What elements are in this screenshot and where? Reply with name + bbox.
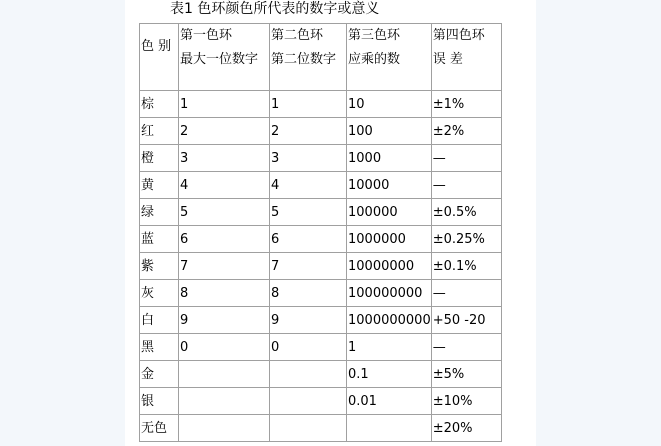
table-row xyxy=(140,145,502,172)
cell-second-digit: 2 xyxy=(270,118,347,145)
cell-multiplier: 10 xyxy=(347,91,432,118)
cell-first-digit: 1 xyxy=(179,91,270,118)
cell-tolerance: +50 -20 xyxy=(431,307,501,334)
table-row xyxy=(140,388,502,415)
cell-second-digit: 9 xyxy=(270,307,347,334)
cell-first-digit xyxy=(179,388,270,415)
cell-multiplier: 10000000 xyxy=(347,253,432,280)
table-row xyxy=(140,226,502,253)
cell-color-name: 黑 xyxy=(140,334,179,361)
cell-first-digit: 9 xyxy=(179,307,270,334)
color-code-table xyxy=(139,23,502,442)
cell-color-name: 金 xyxy=(140,361,179,388)
cell-tolerance: — xyxy=(431,172,501,199)
table-row xyxy=(140,118,502,145)
cell-multiplier: 1 xyxy=(347,334,432,361)
cell-second-digit: 5 xyxy=(270,199,347,226)
cell-second-digit: 7 xyxy=(270,253,347,280)
cell-first-digit: 8 xyxy=(179,280,270,307)
cell-tolerance: — xyxy=(431,280,501,307)
cell-color-name: 银 xyxy=(140,388,179,415)
cell-second-digit xyxy=(270,388,347,415)
table-caption: 表1 色环颜色所代表的数字或意义 xyxy=(170,1,380,17)
table-row xyxy=(140,172,502,199)
cell-tolerance: ±2% xyxy=(431,118,501,145)
table-row xyxy=(140,334,502,361)
cell-multiplier: 1000000 xyxy=(347,226,432,253)
cell-multiplier: 1000000000 xyxy=(347,307,432,334)
cell-color-name: 灰 xyxy=(140,280,179,307)
table-header-row xyxy=(140,24,502,91)
cell-multiplier: 10000 xyxy=(347,172,432,199)
cell-multiplier: 100 xyxy=(347,118,432,145)
cell-tolerance: ±0.5% xyxy=(431,199,501,226)
cell-first-digit xyxy=(179,361,270,388)
cell-color-name: 黄 xyxy=(140,172,179,199)
left-margin-band xyxy=(0,0,125,446)
cell-second-digit: 6 xyxy=(270,226,347,253)
cell-tolerance: ±20% xyxy=(431,415,501,442)
cell-color-name: 橙 xyxy=(140,145,179,172)
cell-first-digit: 2 xyxy=(179,118,270,145)
cell-color-name: 无色 xyxy=(140,415,179,442)
header-color-category: 色 别 xyxy=(140,24,179,91)
cell-color-name: 红 xyxy=(140,118,179,145)
table-row xyxy=(140,280,502,307)
cell-color-name: 紫 xyxy=(140,253,179,280)
cell-color-name: 绿 xyxy=(140,199,179,226)
table-row xyxy=(140,415,502,442)
table-row xyxy=(140,361,502,388)
cell-second-digit: 1 xyxy=(270,91,347,118)
cell-multiplier: 100000 xyxy=(347,199,432,226)
table-row xyxy=(140,307,502,334)
cell-tolerance: ±0.25% xyxy=(431,226,501,253)
cell-first-digit: 7 xyxy=(179,253,270,280)
header-first-band: 第一色环 最大一位数字 xyxy=(179,24,270,91)
cell-color-name: 棕 xyxy=(140,91,179,118)
cell-first-digit: 4 xyxy=(179,172,270,199)
cell-second-digit: 0 xyxy=(270,334,347,361)
header-third-band: 第三色环 应乘的数 xyxy=(347,24,432,91)
cell-tolerance: ±10% xyxy=(431,388,501,415)
cell-multiplier xyxy=(347,415,432,442)
header-second-band: 第二色环 第二位数字 xyxy=(270,24,347,91)
right-margin-band xyxy=(536,0,661,446)
cell-multiplier: 0.01 xyxy=(347,388,432,415)
cell-second-digit xyxy=(270,415,347,442)
cell-tolerance: ±1% xyxy=(431,91,501,118)
cell-first-digit: 0 xyxy=(179,334,270,361)
table-row xyxy=(140,253,502,280)
cell-tolerance: ±5% xyxy=(431,361,501,388)
cell-second-digit xyxy=(270,361,347,388)
cell-second-digit: 3 xyxy=(270,145,347,172)
header-fourth-band: 第四色环 误 差 xyxy=(431,24,501,91)
cell-multiplier: 0.1 xyxy=(347,361,432,388)
cell-first-digit: 6 xyxy=(179,226,270,253)
cell-tolerance: — xyxy=(431,145,501,172)
cell-color-name: 蓝 xyxy=(140,226,179,253)
cell-multiplier: 100000000 xyxy=(347,280,432,307)
cell-first-digit xyxy=(179,415,270,442)
cell-second-digit: 4 xyxy=(270,172,347,199)
cell-second-digit: 8 xyxy=(270,280,347,307)
cell-tolerance: ±0.1% xyxy=(431,253,501,280)
cell-multiplier: 1000 xyxy=(347,145,432,172)
cell-color-name: 白 xyxy=(140,307,179,334)
cell-first-digit: 5 xyxy=(179,199,270,226)
cell-first-digit: 3 xyxy=(179,145,270,172)
cell-tolerance: — xyxy=(431,334,501,361)
table-row xyxy=(140,91,502,118)
table-row xyxy=(140,199,502,226)
